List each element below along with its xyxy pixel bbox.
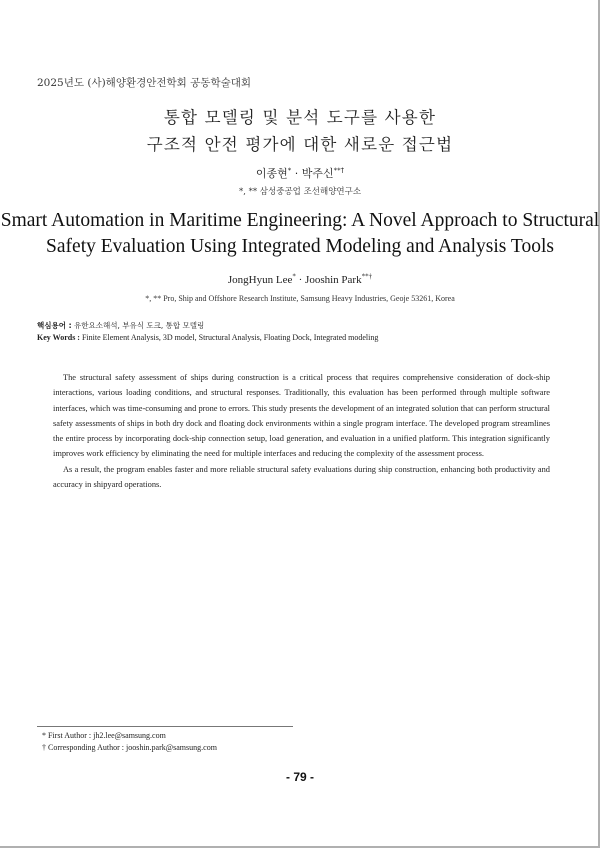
english-keywords-text: Finite Element Analysis, 3D model, Structural Analysis, Floating Dock, Integrated modeling xyxy=(79,333,379,342)
korean-affiliation: *, ** 삼성중공업 조선해양연구소 xyxy=(238,187,362,197)
footnote-divider xyxy=(37,726,293,727)
korean-keywords-label: 핵심용어 : xyxy=(37,321,72,330)
english-keywords xyxy=(37,333,378,342)
english-affiliation: *, ** Pro, Ship and Offshore Research Institute, Samsung Heavy Industries, Geoje 53261, Korea xyxy=(145,294,455,303)
english-author-1: JongHyun Lee xyxy=(227,274,293,286)
author-separator: · xyxy=(291,167,302,180)
english-author-1-mark: * xyxy=(292,272,296,281)
korean-keywords xyxy=(37,320,204,331)
abstract-paragraph-1: The structural safety assessment of ships during construction is a critical process that requires comprehensive consideration of dock-ship interactions, various loading conditions, and structural responses. Traditionally, this evaluation has been performed through multiple software interfaces, which was time-consuming and prone to errors. This study presents the development of an integrated solution that can perform structural safety assessments of ships in both dry dock and floating dock environments within a single program interface. The developed program streamlines the entire process by incorporating dock-ship connection setup, load generation, and evaluation in a unified platform. This integration significantly improves work efficiency by eliminating the need for multiple interfaces and reducing the complexity of the assessment process. xyxy=(53,373,550,459)
english-keywords-label: Key Words : xyxy=(37,333,80,342)
english-title-line2: Safety Evaluation Using Integrated Modeling and Analysis Tools xyxy=(46,236,554,257)
abstract-paragraph-2: As a result, the program enables faster and more reliable structural safety evaluations during ship construction, enhancing both productivity and accuracy in shipyard operations. xyxy=(53,464,550,490)
english-author-2: Jooshin Park xyxy=(305,274,362,286)
english-title-line1: Smart Automation in Maritime Engineering: A Novel Approach to Structural xyxy=(0,210,600,231)
korean-title-line2: 구조적 안전 평가에 대한 새로운 접근법 xyxy=(146,135,454,154)
korean-author-1-mark: * xyxy=(287,166,292,175)
abstract xyxy=(53,370,550,492)
english-author-2-mark: **† xyxy=(361,272,373,281)
footnote-first-author: * First Author : jh2.lee@samsung.com xyxy=(42,731,166,740)
korean-authors xyxy=(0,165,600,181)
korean-author-2-mark: **† xyxy=(333,166,345,175)
english-authors xyxy=(0,274,600,286)
korean-keywords-text: 유한요소해석, 부유식 도크, 통합 모델링 xyxy=(71,321,205,330)
footnote-corresponding-author: † Corresponding Author : jooshin.park@samsung.com xyxy=(42,743,217,752)
korean-author-2: 박주신 xyxy=(301,167,334,180)
conference-header: 2025년도 (사)해양환경안전학회 공동학술대회 xyxy=(37,77,252,89)
korean-author-1: 이종현 xyxy=(255,167,288,180)
author-separator: · xyxy=(295,274,306,286)
korean-title-line1: 통합 모델링 및 분석 도구를 사용한 xyxy=(163,108,437,127)
page-number: - 79 - xyxy=(285,770,314,784)
